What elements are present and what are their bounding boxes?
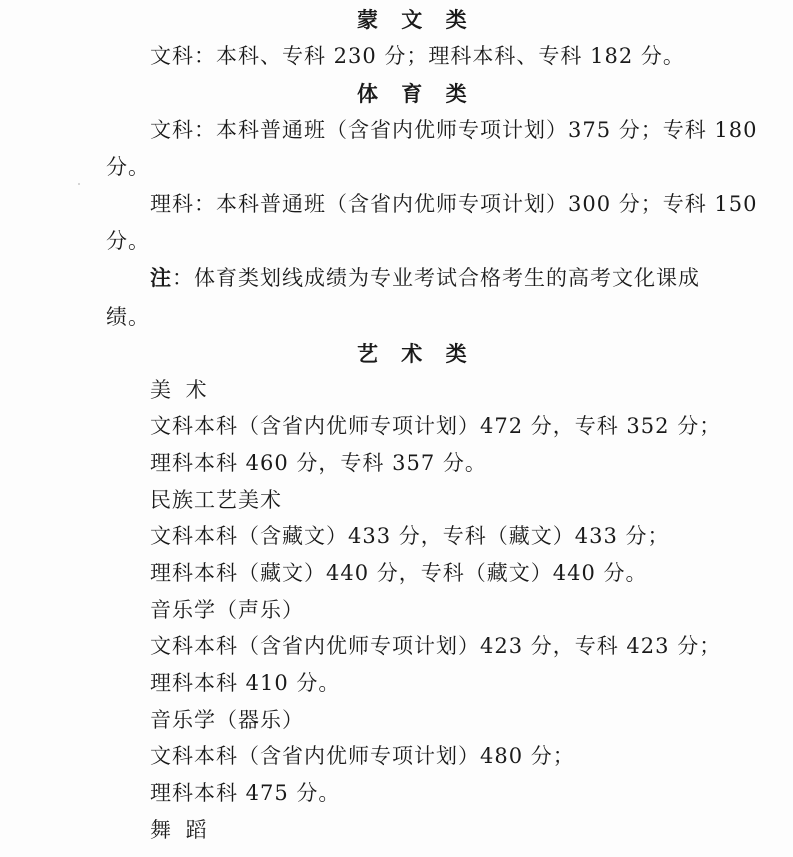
sports-note-line1	[150, 264, 700, 292]
fine-arts-title: 美 术	[150, 378, 211, 402]
arts-heading: 艺 术 类	[357, 342, 475, 366]
sports-heading: 体 育 类	[357, 82, 475, 106]
sports-like-line1: 理科：本科普通班（含省内优师专项计划）300 分；专科 150	[150, 192, 758, 216]
ethnic-crafts-like: 理科本科（藏文）440 分，专科（藏文）440 分。	[150, 561, 648, 585]
music-instrumental-like: 理科本科 475 分。	[150, 781, 341, 805]
music-instrumental-wenke: 文科本科（含省内优师专项计划）480 分；	[150, 744, 575, 768]
fine-arts-like: 理科本科 460 分，专科 357 分。	[150, 451, 487, 475]
note-label: 注	[150, 266, 172, 290]
mongolian-scores: 文科：本科、专科 230 分；理科本科、专科 182 分。	[150, 44, 685, 68]
scan-speck	[78, 183, 80, 185]
mongolian-heading: 蒙 文 类	[357, 8, 475, 32]
ethnic-crafts-title: 民族工艺美术	[150, 488, 282, 512]
sports-note-line2: 绩。	[106, 305, 150, 329]
note-text: ：体育类划线成绩为专业考试合格考生的高考文化课成	[172, 266, 700, 290]
dance-title: 舞 蹈	[150, 818, 211, 842]
fine-arts-wenke: 文科本科（含省内优师专项计划）472 分，专科 352 分；	[150, 414, 722, 438]
ethnic-crafts-wenke: 文科本科（含藏文）433 分，专科（藏文）433 分；	[150, 524, 670, 548]
sports-wenke-line2: 分。	[106, 155, 150, 179]
sports-like-line2: 分。	[106, 229, 150, 253]
sports-wenke-line1: 文科：本科普通班（含省内优师专项计划）375 分；专科 180	[150, 118, 758, 142]
music-vocal-like: 理科本科 410 分。	[150, 671, 341, 695]
music-instrumental-title: 音乐学（器乐）	[150, 708, 304, 732]
music-vocal-wenke: 文科本科（含省内优师专项计划）423 分，专科 423 分；	[150, 634, 722, 658]
music-vocal-title: 音乐学（声乐）	[150, 598, 304, 622]
